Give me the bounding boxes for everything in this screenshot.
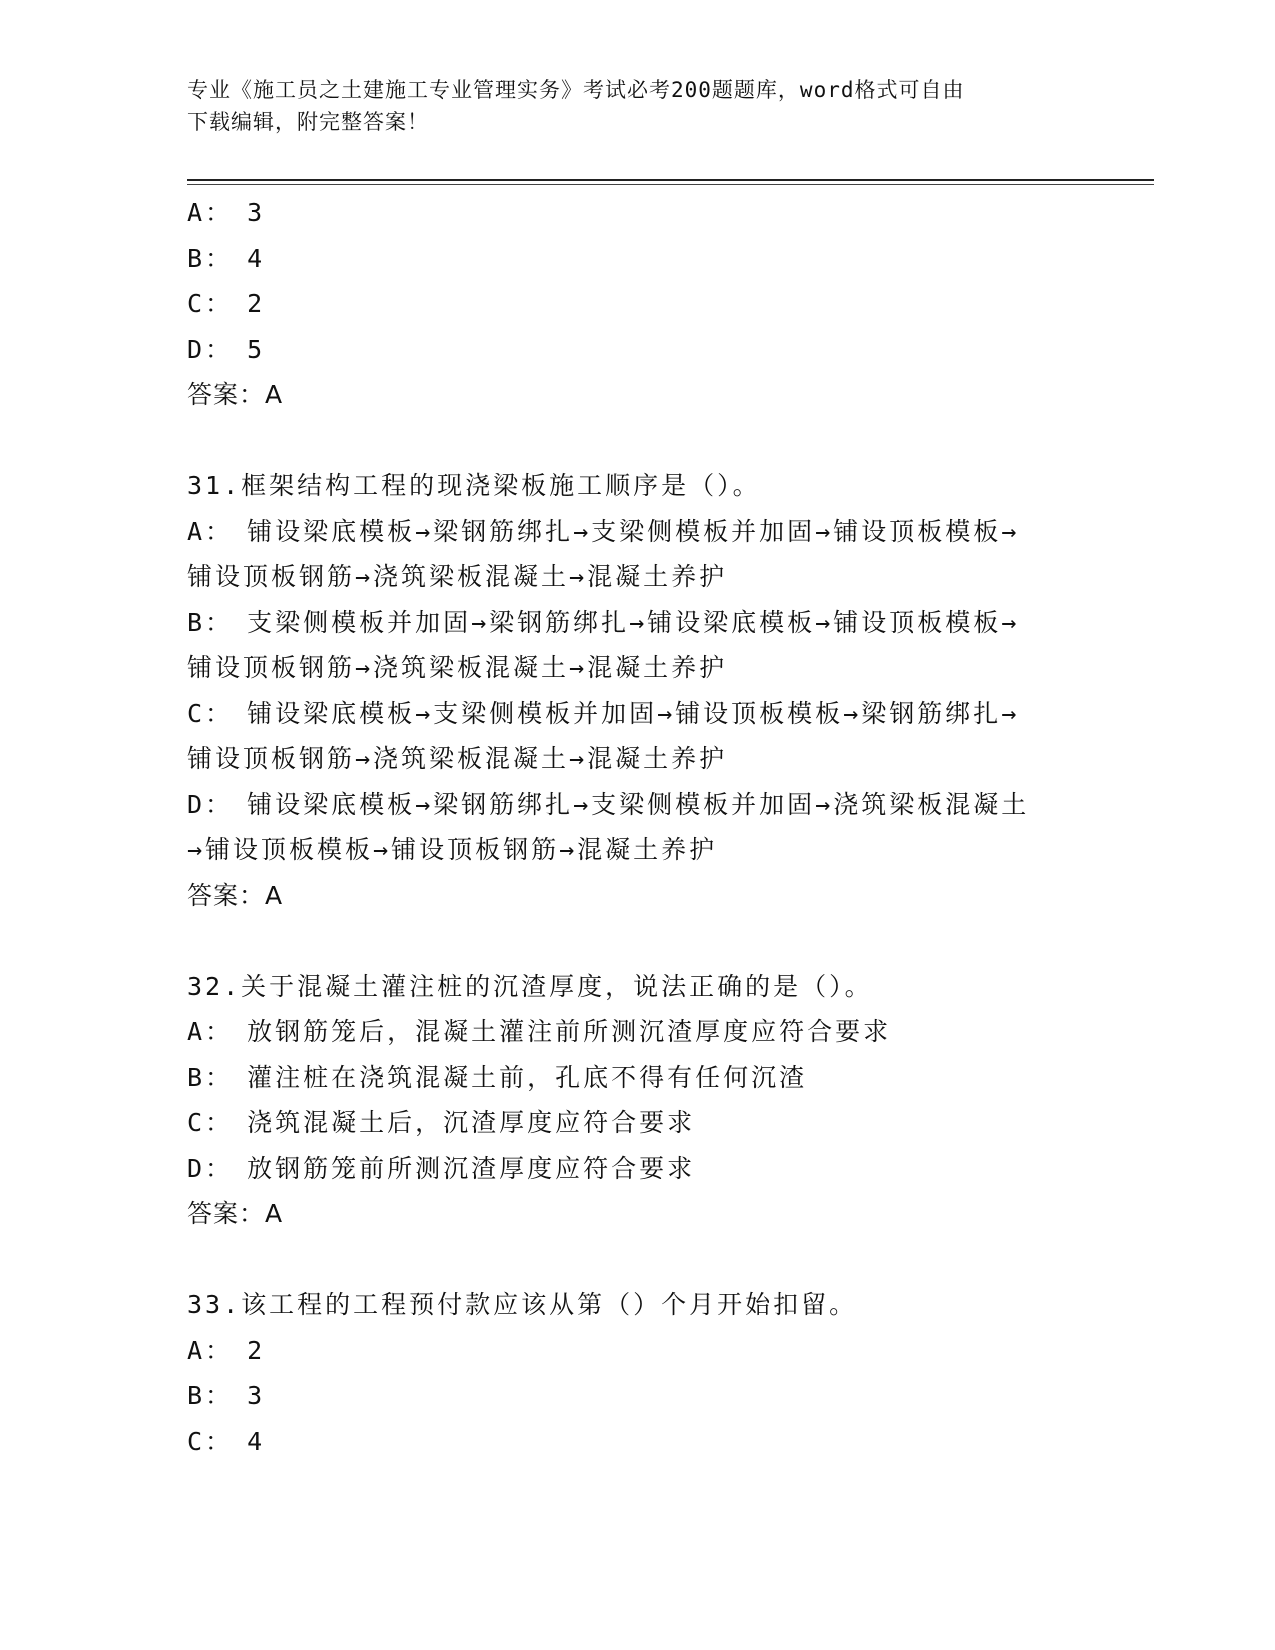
question-33 xyxy=(187,1282,1087,1464)
spacer xyxy=(187,1237,1087,1283)
option-c: C： 铺设梁底模板→支梁侧模板并加固→铺设顶板模板→梁钢筋绑扎→ xyxy=(187,698,1020,728)
option-d: D： 5 xyxy=(187,334,266,364)
option-b: B： 4 xyxy=(187,243,266,273)
option-c: C： 4 xyxy=(187,1426,266,1456)
question-32 xyxy=(187,964,1087,1237)
option-b-continued: 铺设顶板钢筋→浇筑梁板混凝土→混凝土养护 xyxy=(187,653,728,682)
option-a-continued: 铺设顶板钢筋→浇筑梁板混凝土→混凝土养护 xyxy=(187,562,728,591)
option-a: A： 2 xyxy=(187,1335,266,1365)
option-d: D： 放钢筋笼前所测沉渣厚度应符合要求 xyxy=(187,1153,696,1183)
document-header xyxy=(187,74,1087,138)
header-line-2: 下载编辑，附完整答案！ xyxy=(187,110,429,134)
option-c-continued: 铺设顶板钢筋→浇筑梁板混凝土→混凝土养护 xyxy=(187,744,728,773)
prev-question xyxy=(187,190,1087,418)
option-c: C： 浇筑混凝土后，沉渣厚度应符合要求 xyxy=(187,1108,696,1137)
answer: 答案：A xyxy=(187,380,284,409)
option-d: D： 铺设梁底模板→梁钢筋绑扎→支梁侧模板并加固→浇筑梁板混凝土 xyxy=(187,789,1030,819)
option-d-continued: →铺设顶板模板→铺设顶板钢筋→混凝土养护 xyxy=(187,835,718,864)
spacer xyxy=(187,918,1087,964)
option-b: B： 支梁侧模板并加固→梁钢筋绑扎→铺设梁底模板→铺设顶板模板→ xyxy=(187,607,1020,637)
option-b: B： 灌注桩在浇筑混凝土前，孔底不得有任何沉渣 xyxy=(187,1062,808,1092)
option-b: B： 3 xyxy=(187,1381,266,1410)
header-line-1: 专业《施工员之土建施工专业管理实务》考试必考200题题库，word格式可自由 xyxy=(187,78,965,102)
answer: 答案：A xyxy=(187,1199,284,1228)
header-divider xyxy=(187,179,1154,181)
question-stem: 33.该工程的工程预付款应该从第（）个月开始扣留。 xyxy=(187,1290,858,1319)
question-stem: 31.框架结构工程的现浇梁板施工顺序是（）。 xyxy=(187,471,761,500)
question-content xyxy=(187,190,1087,1464)
option-a: A： 铺设梁底模板→梁钢筋绑扎→支梁侧模板并加固→铺设顶板模板→ xyxy=(187,516,1020,546)
spacer xyxy=(187,418,1087,464)
question-stem: 32.关于混凝土灌注桩的沉渣厚度，说法正确的是（）。 xyxy=(187,971,873,1001)
question-31 xyxy=(187,463,1087,918)
option-a: A： 放钢筋笼后，混凝土灌注前所测沉渣厚度应符合要求 xyxy=(187,1017,892,1046)
option-a: A： 3 xyxy=(187,198,266,227)
answer: 答案：A xyxy=(187,880,284,910)
header-divider-thin xyxy=(187,184,1154,185)
option-c: C： 2 xyxy=(187,289,266,318)
